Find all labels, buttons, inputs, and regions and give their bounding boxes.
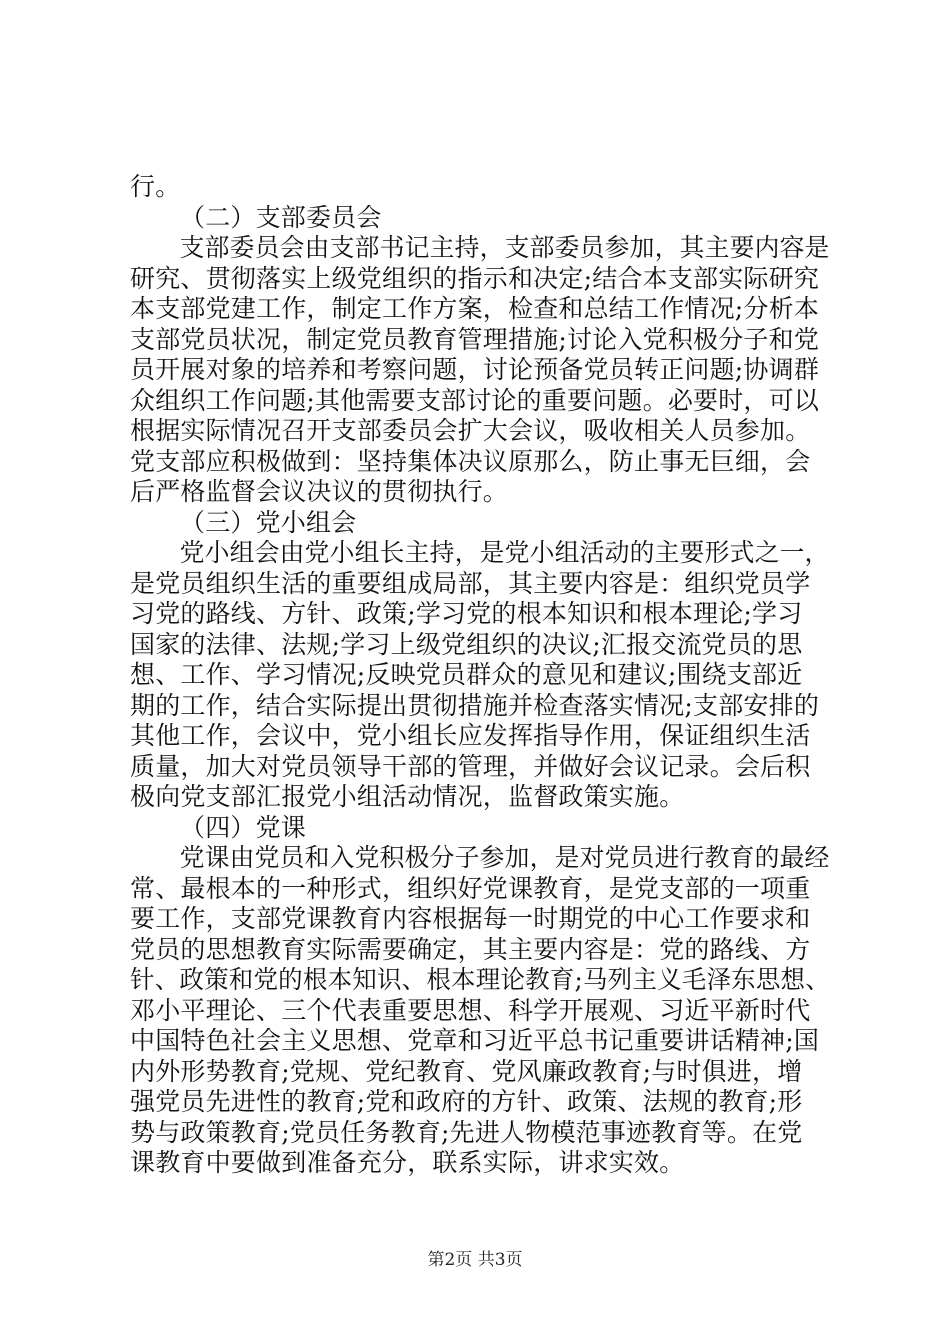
text-line: 质量，加大对党员领导干部的管理，并做好会议记录。会后积	[130, 751, 811, 781]
text-line: （二）支部委员会	[180, 202, 382, 232]
text-line: 势与政策教育;党员任务教育;先进人物模范事迹教育等。在党	[130, 1117, 803, 1147]
text-line: 党课由党员和入党积极分子参加，是对党员进行教育的最经	[179, 843, 830, 872]
text-line: 支部党员状况，制定党员教育管理措施;讨论入党积极分子和党	[130, 324, 820, 354]
document-body	[130, 172, 830, 1179]
text-line: 研究、贯彻落实上级党组织的指示和决定;结合本支部实际研究	[130, 263, 820, 293]
text-line: 支部委员会由支部书记主持，支部委员参加，其主要内容是	[179, 233, 830, 262]
text-line: 党小组会由党小组长主持，是党小组活动的主要形式之一，	[179, 538, 830, 567]
text-line: 众组织工作问题;其他需要支部讨论的重要问题。必要时，可以	[130, 385, 820, 415]
text-line: （三）党小组会	[180, 507, 357, 537]
text-line: 要工作，支部党课教育内容根据每一时期党的中心工作要求和	[130, 904, 811, 933]
text-line: 邓小平理论、三个代表重要思想、科学开展观、习近平新时代	[130, 995, 811, 1025]
text-line: 党支部应积极做到：坚持集体决议原那么，防止事无巨细，会	[130, 446, 811, 476]
text-line: 其他工作，会议中，党小组长应发挥指导作用，保证组织生活	[130, 721, 811, 750]
text-line: 党员的思想教育实际需要确定，其主要内容是：党的路线、方	[130, 934, 811, 964]
text-line: 常、最根本的一种形式，组织好党课教育，是党支部的一项重	[130, 873, 811, 903]
text-line: 本支部党建工作，制定工作方案，检查和总结工作情况;分析本	[130, 294, 820, 323]
text-line: 根据实际情况召开支部委员会扩大会议，吸收相关人员参加。	[130, 416, 811, 445]
text-line: 期的工作，结合实际提出贯彻措施并检查落实情况;支部安排的	[130, 690, 820, 720]
text-line: 后严格监督会议决议的贯彻执行。	[130, 477, 509, 506]
text-line: 想、工作、学习情况;反映党员群众的意见和建议;围绕支部近	[130, 660, 803, 689]
page-footer: 第2页 共3页	[427, 1250, 523, 1270]
text-line: 强党员先进性的教育;党和政府的方针、政策、法规的教育;形	[130, 1087, 803, 1116]
text-line: 内外形势教育;党规、党纪教育、党风廉政教育;与时俱进，增	[130, 1056, 803, 1086]
text-line: （四）党课	[180, 812, 307, 842]
text-line: 针、政策和党的根本知识、根本理论教育;马列主义毛泽东思想、	[130, 965, 830, 994]
text-line: 极向党支部汇报党小组活动情况，监督政策实施。	[130, 782, 685, 811]
text-line: 课教育中要做到准备充分，联系实际，讲求实效。	[130, 1148, 685, 1177]
text-line: 国家的法律、法规;学习上级党组织的决议;汇报交流党员的思	[130, 629, 803, 659]
text-line: 行。	[130, 172, 181, 201]
text-line: 习党的路线、方针、政策;学习党的根本知识和根本理论;学习	[130, 599, 803, 628]
text-line: 员开展对象的培养和考察问题，讨论预备党员转正问题;协调群	[130, 355, 820, 384]
text-line: 是党员组织生活的重要组成局部，其主要内容是：组织党员学	[130, 568, 811, 598]
text-line: 中国特色社会主义思想、党章和习近平总书记重要讲话精神;国	[130, 1026, 820, 1055]
